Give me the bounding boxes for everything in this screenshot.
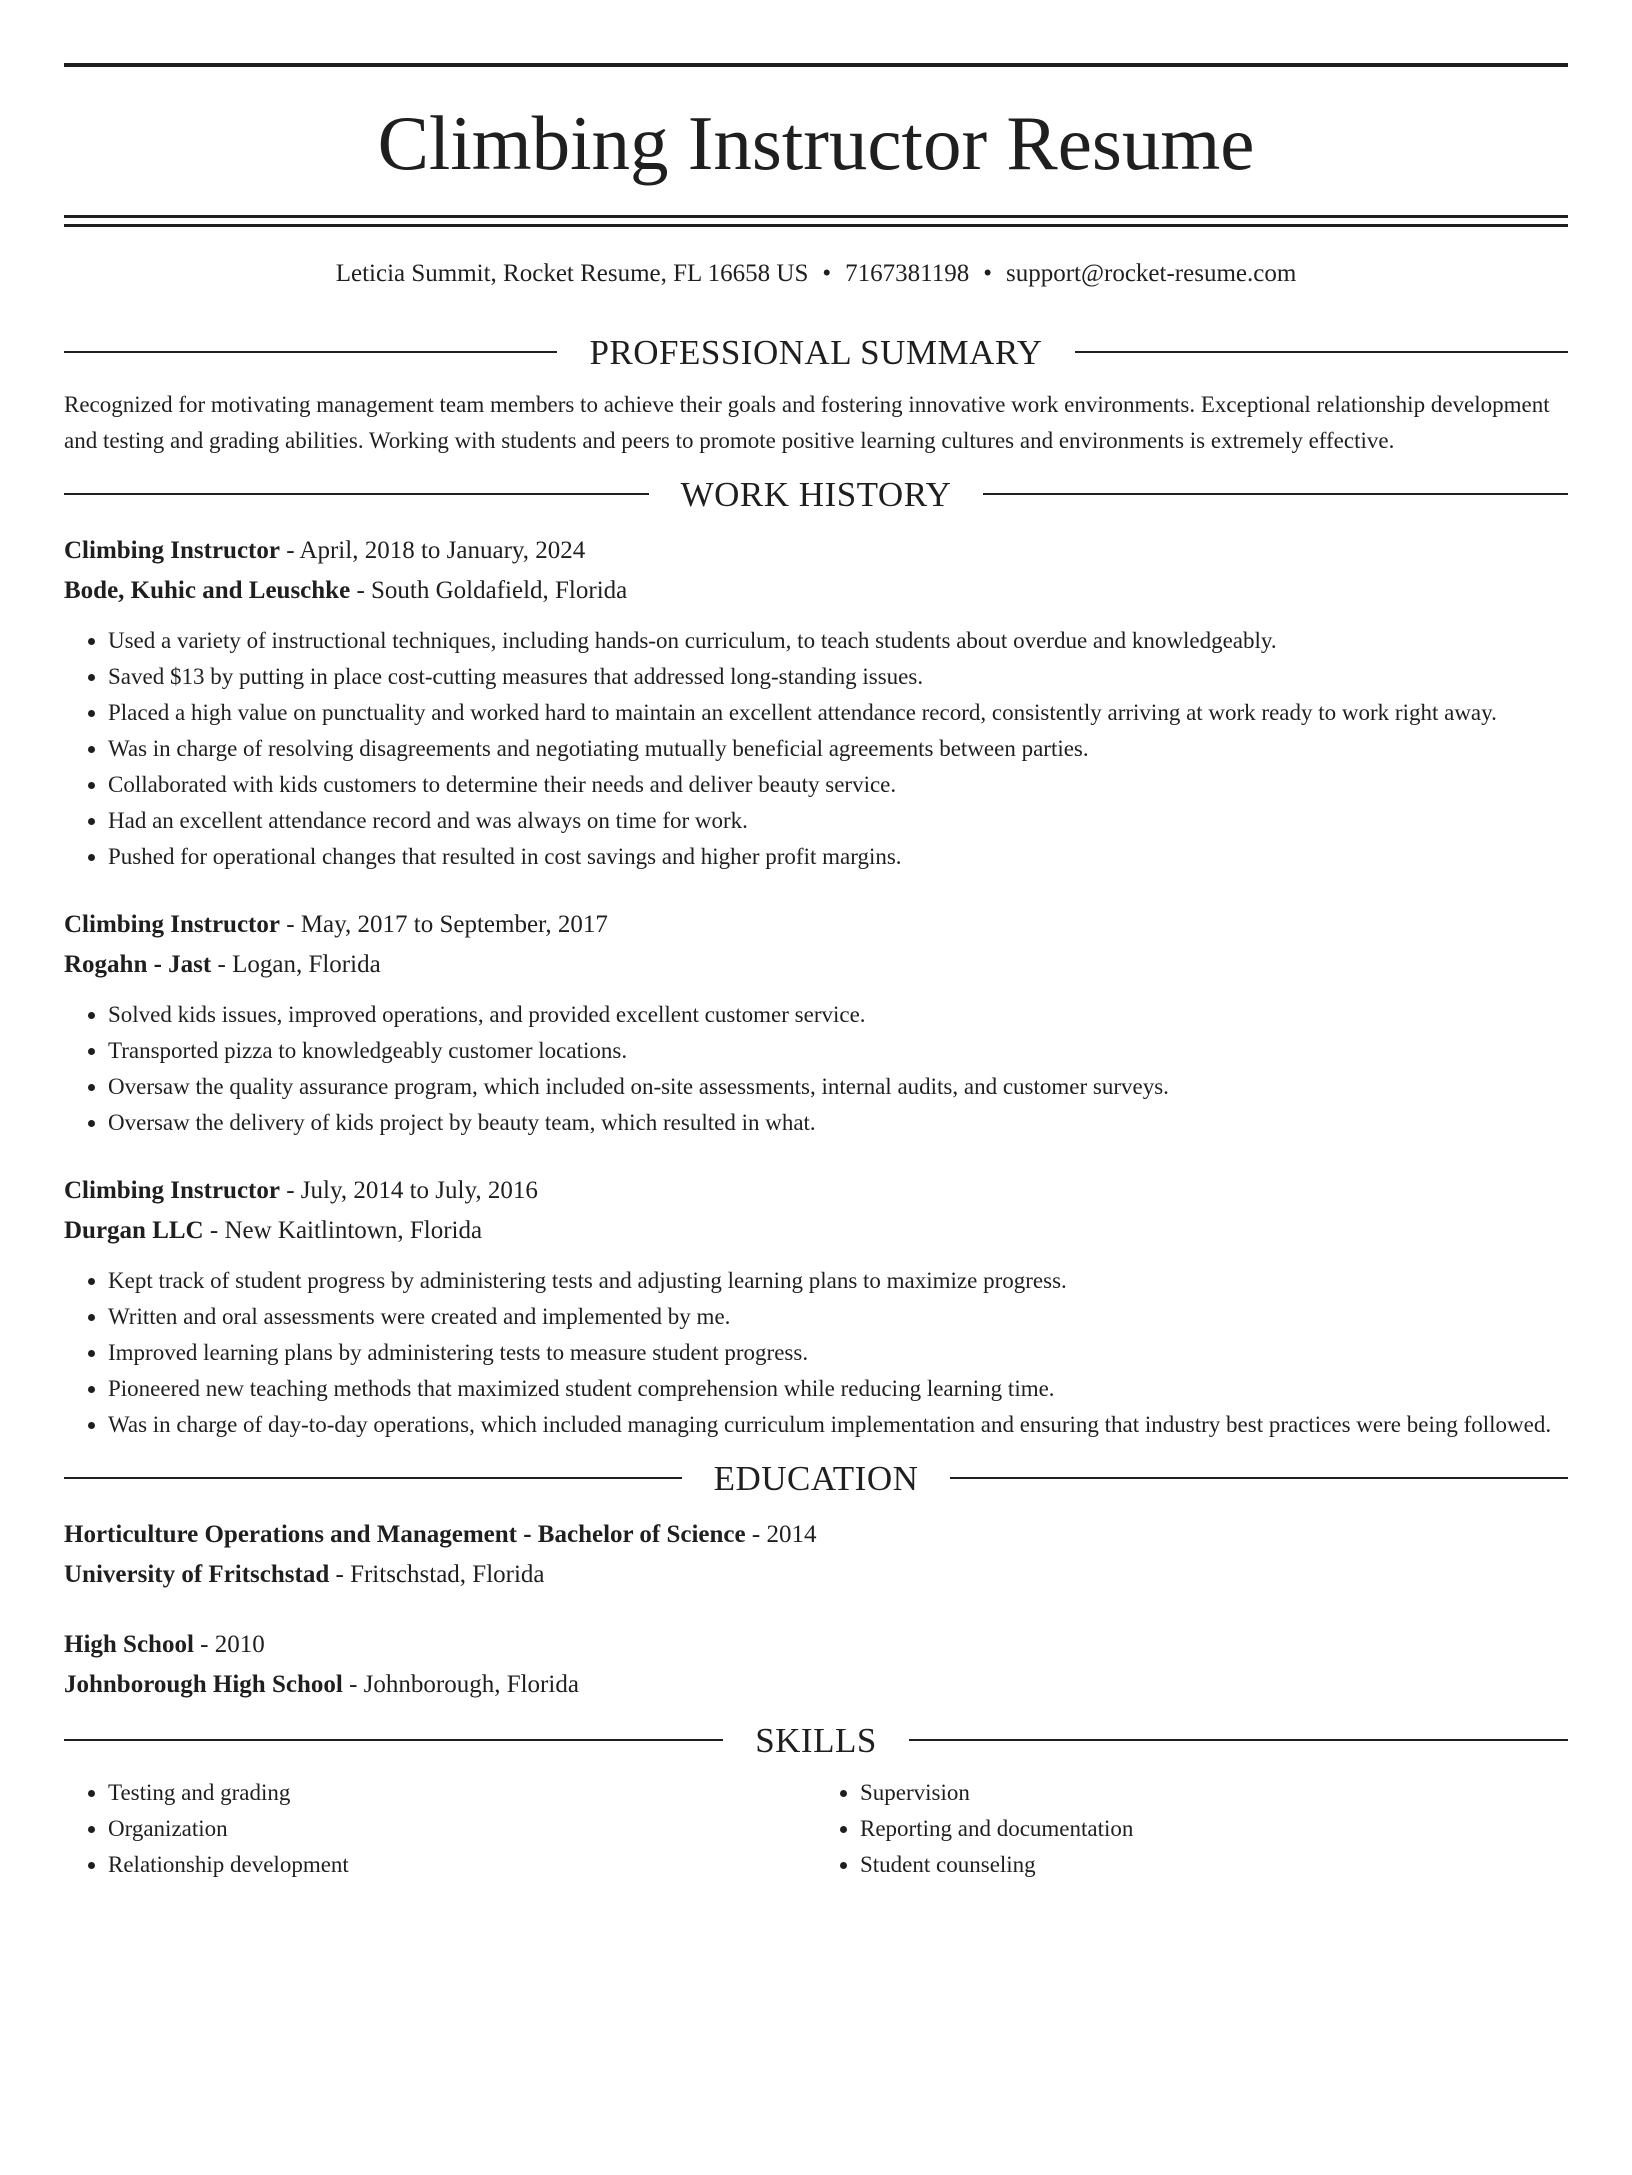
education-degree-line: [64, 1625, 1568, 1665]
job-title-line: [64, 905, 1568, 945]
job-company-line: [64, 945, 1568, 985]
education-year: - 2010: [193, 1631, 265, 1658]
list-item: • Oversaw the quality assurance program, which included on-site assessments, internal audits, and customer surveys.: [108, 1069, 1568, 1105]
job-dates: - April, 2018 to January, 2024: [279, 537, 586, 564]
job-entry: [64, 531, 1568, 875]
job-company-line: [64, 1211, 1568, 1251]
summary-text: Recognized for motivating management team members to achieve their goals and fostering innovative work environments. Exceptional relationship development and testing and grading abilities. Working with students and peers to promote positive learning cultures and environments is extremely effective.: [64, 392, 1550, 453]
list-item: • Pioneered new teaching methods that maximized student comprehension while reducing learning time.: [108, 1371, 1568, 1407]
top-rule: [64, 63, 1568, 67]
job-dates: - July, 2014 to July, 2016: [279, 1177, 538, 1204]
section-header-education: [64, 1455, 1568, 1501]
job-location: - New Kaitlintown, Florida: [203, 1217, 483, 1244]
education-year: - 2014: [745, 1521, 817, 1548]
section-rule: [64, 351, 557, 353]
skills-list-right: [816, 1775, 1568, 1883]
job-title-line: [64, 531, 1568, 571]
list-item: • Had an excellent attendance record and was always on time for work.: [108, 803, 1568, 839]
contact-separator: •: [822, 260, 832, 287]
list-item: • Solved kids issues, improved operations, and provided excellent customer service.: [108, 997, 1568, 1033]
list-item: • Was in charge of day-to-day operations, which included managing curriculum implementation and ensuring that industry best practices were being followed.: [108, 1407, 1568, 1443]
education-school-line: [64, 1665, 1568, 1705]
contact-separator: •: [983, 260, 992, 287]
skill-item: • Relationship development: [108, 1847, 816, 1883]
job-bullets: [64, 997, 1568, 1141]
resume-page: [0, 63, 1632, 2175]
job-location: - Logan, Florida: [211, 951, 381, 978]
education-school: Johnborough High School: [64, 1671, 343, 1698]
list-item: • Collaborated with kids customers to determine their needs and deliver beauty service.: [108, 767, 1568, 803]
skill-item: • Supervision: [860, 1775, 1568, 1811]
education-entry: [64, 1625, 1568, 1705]
resume-title: Climbing Instructor Resume: [377, 100, 1255, 186]
list-item: • Improved learning plans by administering tests to measure student progress.: [108, 1335, 1568, 1371]
contact-address: Leticia Summit, Rocket Resume, FL 16658 US: [335, 260, 809, 287]
contact-phone: 7167381198: [845, 260, 970, 287]
skill-item: • Testing and grading: [108, 1775, 816, 1811]
section-rule: [64, 493, 649, 495]
section-rule: [64, 1477, 682, 1479]
job-title: Climbing Instructor: [64, 1177, 280, 1204]
education-degree: High School: [64, 1631, 194, 1658]
education-location: - Johnborough, Florida: [342, 1671, 579, 1698]
job-title: Climbing Instructor: [64, 537, 280, 564]
list-item: • Pushed for operational changes that resulted in cost savings and higher profit margins.: [108, 839, 1568, 875]
section-rule: [1075, 351, 1568, 353]
section-header-summary: [64, 329, 1568, 375]
job-company: Durgan LLC: [64, 1217, 204, 1244]
education-school-line: [64, 1555, 1568, 1595]
list-item: • Was in charge of resolving disagreements and negotiating mutually beneficial agreements between parties.: [108, 731, 1568, 767]
education-location: - Fritschstad, Florida: [329, 1561, 545, 1588]
section-title: SKILLS: [755, 1720, 877, 1760]
list-item: • Oversaw the delivery of kids project by beauty team, which resulted in what.: [108, 1105, 1568, 1141]
list-item: • Saved $13 by putting in place cost-cutting measures that addressed long-standing issues.: [108, 659, 1568, 695]
education-school: University of Fritschstad: [64, 1561, 330, 1588]
job-title: Climbing Instructor: [64, 911, 280, 938]
education-entry: [64, 1515, 1568, 1595]
job-bullets: [64, 623, 1568, 875]
section-header-skills: [64, 1717, 1568, 1763]
job-entry: [64, 905, 1568, 1141]
job-company: Rogahn - Jast: [64, 951, 212, 978]
job-location: - South Goldafield, Florida: [350, 577, 628, 604]
section-title: EDUCATION: [713, 1458, 919, 1498]
job-entry: [64, 1171, 1568, 1443]
contact-email: support@rocket-resume.com: [1005, 260, 1297, 287]
section-rule: [983, 493, 1568, 495]
list-item: • Used a variety of instructional techniques, including hands-on curriculum, to teach students about overdue and knowledgeably.: [108, 623, 1568, 659]
section-title: PROFESSIONAL SUMMARY: [589, 332, 1043, 372]
skill-item: • Student counseling: [860, 1847, 1568, 1883]
skills-list-left: [64, 1775, 816, 1883]
title-rule-upper: [64, 215, 1568, 218]
job-company: Bode, Kuhic and Leuschke: [64, 577, 351, 604]
section-rule: [950, 1477, 1568, 1479]
list-item: • Written and oral assessments were created and implemented by me.: [108, 1299, 1568, 1335]
section-rule: [64, 1739, 723, 1741]
section-title: WORK HISTORY: [680, 474, 952, 514]
skill-item: • Reporting and documentation: [860, 1811, 1568, 1847]
contact-line: [64, 261, 1568, 287]
list-item: • Transported pizza to knowledgeably customer locations.: [108, 1033, 1568, 1069]
title-rule-lower: [64, 224, 1568, 227]
list-item: • Placed a high value on punctuality and worked hard to maintain an excellent attendance record, consistently arriving at work ready to work right away.: [108, 695, 1568, 731]
section-header-work: [64, 471, 1568, 517]
section-rule: [909, 1739, 1568, 1741]
skills-columns: [64, 1775, 1568, 1883]
education-degree-line: [64, 1515, 1568, 1555]
job-title-line: [64, 1171, 1568, 1211]
job-dates: - May, 2017 to September, 2017: [279, 911, 608, 938]
list-item: • Kept track of student progress by administering tests and adjusting learning plans to maximize progress.: [108, 1263, 1568, 1299]
job-company-line: [64, 571, 1568, 611]
skill-item: • Organization: [108, 1811, 816, 1847]
job-bullets: [64, 1263, 1568, 1443]
education-degree: Horticulture Operations and Management - Bachelor of Science: [64, 1521, 746, 1548]
